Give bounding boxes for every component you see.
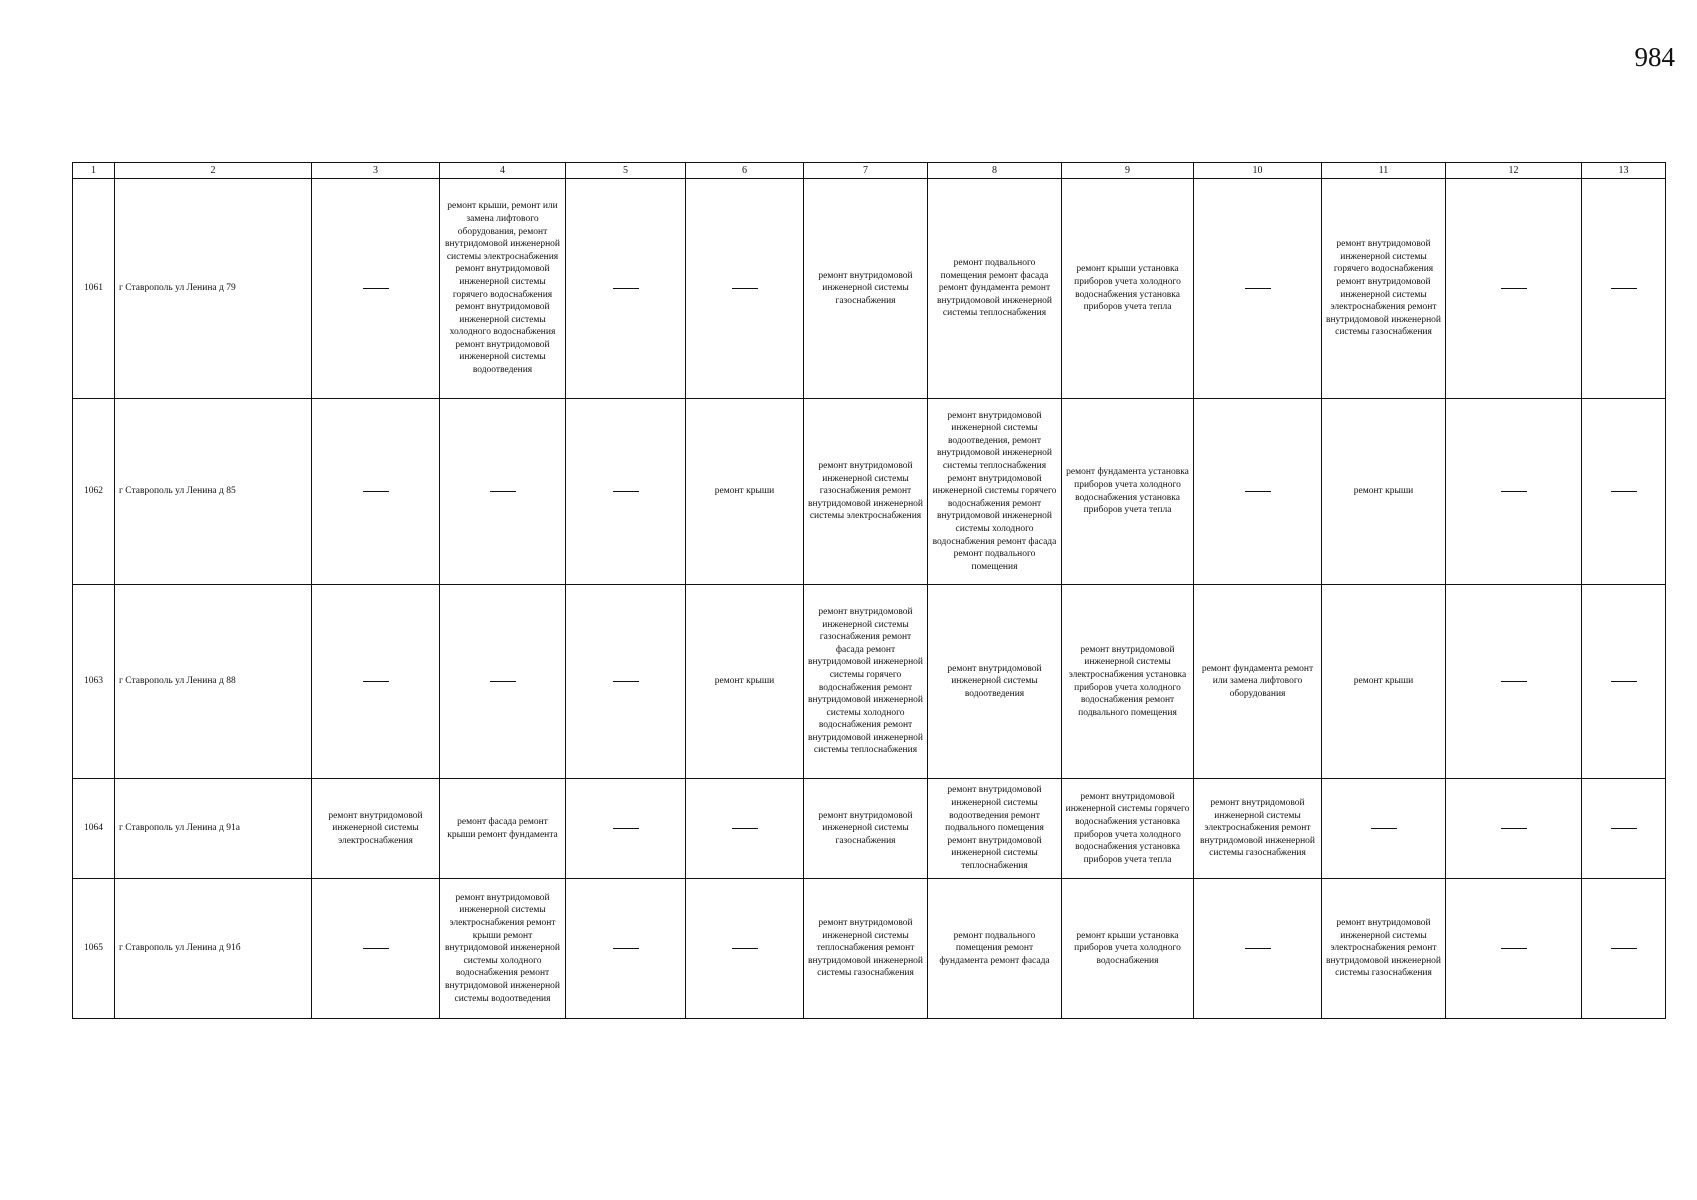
work-cell-col-6 — [686, 779, 804, 879]
work-cell-col-3 — [312, 179, 440, 399]
work-cell-col-5 — [566, 779, 686, 879]
empty-dash — [613, 948, 639, 949]
table-row — [73, 179, 1666, 399]
work-cell-col-9: ремонт крыши установка приборов учета холодного водоснабжения — [1062, 879, 1194, 1019]
empty-dash — [363, 681, 389, 682]
work-cell-col-13 — [1582, 585, 1666, 779]
empty-dash — [1611, 681, 1637, 682]
work-cell-col-13 — [1582, 779, 1666, 879]
empty-dash — [732, 828, 758, 829]
empty-dash — [1371, 828, 1397, 829]
repair-schedule-table — [72, 162, 1666, 1019]
work-cell-col-9: ремонт внутридомовой инженерной системы электроснабжения установка приборов учета холодного водоснабжения ремонт подвального помещения — [1062, 585, 1194, 779]
row-number-cell: 1064 — [73, 779, 115, 879]
empty-dash — [613, 828, 639, 829]
column-header: 12 — [1446, 163, 1582, 179]
empty-dash — [490, 491, 516, 492]
column-header: 9 — [1062, 163, 1194, 179]
work-cell-col-7: ремонт внутридомовой инженерной системы теплоснабжения ремонт внутридомовой инженерной системы газоснабжения — [804, 879, 928, 1019]
work-cell-col-8: ремонт подвального помещения ремонт фундамента ремонт фасада — [928, 879, 1062, 1019]
work-cell-col-12 — [1446, 179, 1582, 399]
column-header: 5 — [566, 163, 686, 179]
work-cell-col-7: ремонт внутридомовой инженерной системы газоснабжения — [804, 179, 928, 399]
column-header: 6 — [686, 163, 804, 179]
work-cell-col-12 — [1446, 399, 1582, 585]
work-cell-col-10 — [1194, 179, 1322, 399]
column-header: 1 — [73, 163, 115, 179]
work-cell-col-8: ремонт внутридомовой инженерной системы водоотведения, ремонт внутридомовой инженерной системы теплоснабжения ремонт внутридомовой инженерной системы горячего водоснабжения ремонт внутридомовой инженерной системы холодного водоснабжения ремонт фасада ремонт подвального помещения — [928, 399, 1062, 585]
table-row — [73, 399, 1666, 585]
empty-dash — [1611, 491, 1637, 492]
work-cell-col-3 — [312, 399, 440, 585]
work-cell-col-13 — [1582, 179, 1666, 399]
work-cell-col-8: ремонт внутридомовой инженерной системы водоотведения ремонт подвального помещения ремонт внутридомовой инженерной системы теплоснабжения — [928, 779, 1062, 879]
empty-dash — [613, 491, 639, 492]
work-cell-col-3 — [312, 879, 440, 1019]
empty-dash — [490, 681, 516, 682]
table-row — [73, 779, 1666, 879]
work-cell-col-6: ремонт крыши — [686, 585, 804, 779]
work-cell-col-8: ремонт подвального помещения ремонт фасада ремонт фундамента ремонт внутридомовой инженерной системы теплоснабжения — [928, 179, 1062, 399]
empty-dash — [1611, 828, 1637, 829]
work-cell-col-3 — [312, 585, 440, 779]
work-cell-col-11: ремонт крыши — [1322, 585, 1446, 779]
work-cell-col-10: ремонт внутридомовой инженерной системы электроснабжения ремонт внутридомовой инженерной системы газоснабжения — [1194, 779, 1322, 879]
column-header: 4 — [440, 163, 566, 179]
work-cell-col-4: ремонт крыши, ремонт или замена лифтового оборудования, ремонт внутридомовой инженерной системы электроснабжения ремонт внутридомовой инженерной системы горячего водоснабжения ремонт внутридомовой инженерной системы холодного водоснабжения ремонт внутридомовой инженерной системы водоотведения — [440, 179, 566, 399]
address-cell: г Ставрополь ул Ленина д 88 — [115, 585, 312, 779]
empty-dash — [613, 681, 639, 682]
work-cell-col-10: ремонт фундамента ремонт или замена лифтового оборудования — [1194, 585, 1322, 779]
empty-dash — [363, 288, 389, 289]
work-cell-col-13 — [1582, 879, 1666, 1019]
work-cell-col-5 — [566, 399, 686, 585]
empty-dash — [1501, 681, 1527, 682]
work-cell-col-10 — [1194, 399, 1322, 585]
empty-dash — [1501, 491, 1527, 492]
work-cell-col-10 — [1194, 879, 1322, 1019]
work-cell-col-8: ремонт внутридомовой инженерной системы водоотведения — [928, 585, 1062, 779]
row-number-cell: 1062 — [73, 399, 115, 585]
empty-dash — [1611, 288, 1637, 289]
empty-dash — [1501, 288, 1527, 289]
empty-dash — [363, 948, 389, 949]
row-number-cell: 1065 — [73, 879, 115, 1019]
work-cell-col-7: ремонт внутридомовой инженерной системы газоснабжения ремонт фасада ремонт внутридомовой инженерной системы горячего водоснабжения ремонт внутридомовой инженерной системы холодного водоснабжения ремонт внутридомовой инженерной системы теплоснабжения — [804, 585, 928, 779]
work-cell-col-4 — [440, 585, 566, 779]
column-header: 11 — [1322, 163, 1446, 179]
empty-dash — [1501, 828, 1527, 829]
row-number-cell: 1061 — [73, 179, 115, 399]
work-cell-col-13 — [1582, 399, 1666, 585]
work-cell-col-4 — [440, 399, 566, 585]
work-cell-col-9: ремонт крыши установка приборов учета холодного водоснабжения установка приборов учета тепла — [1062, 179, 1194, 399]
empty-dash — [732, 948, 758, 949]
work-cell-col-5 — [566, 879, 686, 1019]
work-cell-col-7: ремонт внутридомовой инженерной системы газоснабжения ремонт внутридомовой инженерной системы электроснабжения — [804, 399, 928, 585]
work-cell-col-6: ремонт крыши — [686, 399, 804, 585]
work-cell-col-9: ремонт фундамента установка приборов учета холодного водоснабжения установка приборов учета тепла — [1062, 399, 1194, 585]
work-cell-col-9: ремонт внутридомовой инженерной системы горячего водоснабжения установка приборов учета холодного водоснабжения установка приборов учета тепла — [1062, 779, 1194, 879]
table-row — [73, 879, 1666, 1019]
empty-dash — [363, 491, 389, 492]
work-cell-col-12 — [1446, 779, 1582, 879]
work-cell-col-11 — [1322, 779, 1446, 879]
work-cell-col-11: ремонт крыши — [1322, 399, 1446, 585]
empty-dash — [1245, 491, 1271, 492]
work-cell-col-7: ремонт внутридомовой инженерной системы газоснабжения — [804, 779, 928, 879]
address-cell: г Ставрополь ул Ленина д 91б — [115, 879, 312, 1019]
column-header: 13 — [1582, 163, 1666, 179]
empty-dash — [732, 288, 758, 289]
column-header: 2 — [115, 163, 312, 179]
row-number-cell: 1063 — [73, 585, 115, 779]
empty-dash — [613, 288, 639, 289]
work-cell-col-12 — [1446, 879, 1582, 1019]
address-cell: г Ставрополь ул Ленина д 85 — [115, 399, 312, 585]
work-cell-col-4: ремонт фасада ремонт крыши ремонт фундамента — [440, 779, 566, 879]
address-cell: г Ставрополь ул Ленина д 91а — [115, 779, 312, 879]
header-row — [73, 163, 1666, 179]
empty-dash — [1245, 948, 1271, 949]
table-row — [73, 585, 1666, 779]
page-number: 984 — [1634, 42, 1675, 72]
column-header: 7 — [804, 163, 928, 179]
work-cell-col-12 — [1446, 585, 1582, 779]
address-cell: г Ставрополь ул Ленина д 79 — [115, 179, 312, 399]
work-cell-col-4: ремонт внутридомовой инженерной системы электроснабжения ремонт крыши ремонт внутридомовой инженерной системы холодного водоснабжения ремонт внутридомовой инженерной системы водоотведения — [440, 879, 566, 1019]
empty-dash — [1245, 288, 1271, 289]
empty-dash — [1501, 948, 1527, 949]
work-cell-col-3: ремонт внутридомовой инженерной системы электроснабжения — [312, 779, 440, 879]
work-cell-col-5 — [566, 179, 686, 399]
empty-dash — [1611, 948, 1637, 949]
work-cell-col-6 — [686, 879, 804, 1019]
work-cell-col-11: ремонт внутридомовой инженерной системы электроснабжения ремонт внутридомовой инженерной системы газоснабжения — [1322, 879, 1446, 1019]
column-header: 8 — [928, 163, 1062, 179]
work-cell-col-5 — [566, 585, 686, 779]
column-header: 3 — [312, 163, 440, 179]
work-cell-col-6 — [686, 179, 804, 399]
work-cell-col-11: ремонт внутридомовой инженерной системы горячего водоснабжения ремонт внутридомовой инженерной системы электроснабжения ремонт внутридомовой инженерной системы газоснабжения — [1322, 179, 1446, 399]
column-header: 10 — [1194, 163, 1322, 179]
